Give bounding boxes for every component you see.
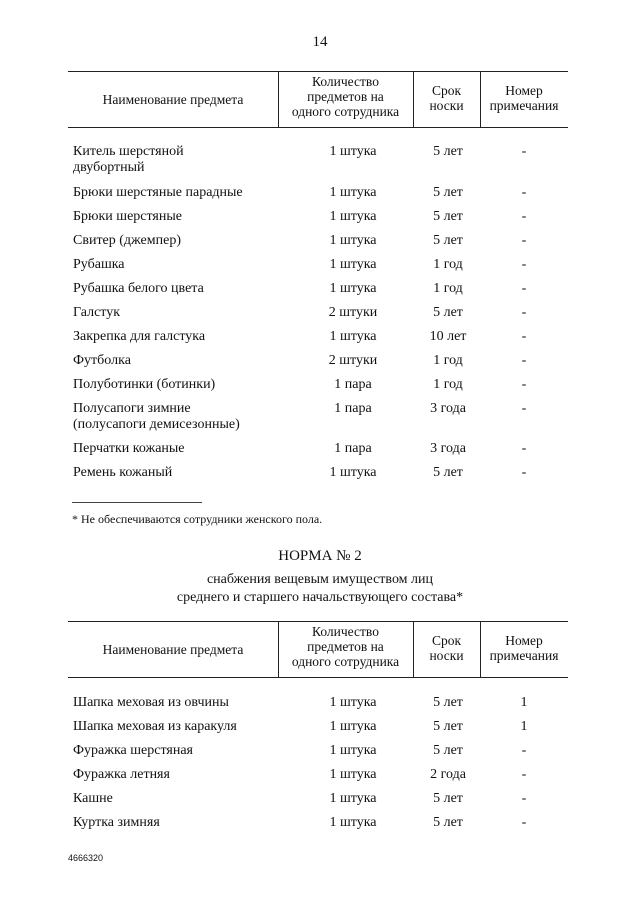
item-name: Рубашка: [73, 257, 125, 272]
item-name: Кашне: [73, 791, 113, 806]
norm-subtitle-line-1: снабжения вещевым имуществом лиц: [206, 572, 434, 587]
item-name: Футболка: [73, 353, 131, 368]
header-note-number: Номер примечания: [489, 83, 559, 113]
item-name: Закрепка для галстука: [73, 329, 206, 344]
item-term: 5 лет: [433, 719, 463, 734]
item-note: -: [521, 305, 527, 320]
item-name: Рубашка белого цвета: [73, 281, 204, 296]
item-note: -: [521, 377, 527, 392]
item-term: 1 год: [433, 281, 463, 296]
item-term: 1 год: [433, 353, 463, 368]
document-code: 4666320: [68, 853, 104, 863]
item-name: Свитер (джемпер): [73, 233, 181, 248]
header-note-number: Номер примечания: [489, 633, 559, 663]
item-name: Полусапоги зимние (полусапоги демисезонные): [73, 401, 240, 432]
item-name: Шапка меховая из овчины: [73, 695, 229, 710]
item-term: 5 лет: [433, 233, 463, 248]
item-quantity: 1 штука: [329, 185, 377, 200]
item-quantity: 1 пара: [334, 441, 372, 456]
item-term: 5 лет: [433, 185, 463, 200]
item-name: Шапка меховая из каракуля: [73, 719, 237, 734]
table-top-rule: [68, 621, 568, 622]
norm-subtitle-line-2: среднего и старшего начальствующего состава*: [176, 590, 464, 605]
item-term: 5 лет: [433, 144, 463, 159]
item-quantity: 1 штука: [329, 281, 377, 296]
item-quantity: 1 штука: [329, 767, 377, 782]
item-term: 2 года: [430, 767, 466, 782]
item-note: 1: [520, 695, 528, 710]
norm-title: НОРМА № 2: [278, 548, 362, 564]
footnote: * Не обеспечиваются сотрудники женского пола.: [72, 512, 323, 526]
item-term: 1 год: [433, 257, 463, 272]
item-term: 5 лет: [433, 791, 463, 806]
item-quantity: 2 штуки: [328, 353, 378, 368]
item-quantity: 2 штуки: [328, 305, 378, 320]
item-note: -: [521, 743, 527, 758]
item-term: 3 года: [430, 441, 466, 456]
item-name: Куртка зимняя: [73, 815, 160, 830]
item-note: 1: [520, 719, 528, 734]
item-note: -: [521, 767, 527, 782]
item-term: 1 год: [433, 377, 463, 392]
item-note: -: [521, 257, 527, 272]
item-name: Китель шерстяной двубортный: [73, 144, 184, 175]
item-note: -: [521, 233, 527, 248]
item-name: Полуботинки (ботинки): [73, 377, 216, 392]
item-quantity: 1 штука: [329, 209, 377, 224]
header-quantity: Количество предметов на одного сотрудника: [291, 624, 400, 669]
item-note: -: [521, 791, 527, 806]
norm2-table: [68, 621, 568, 836]
item-note: -: [521, 185, 527, 200]
item-note: -: [521, 401, 527, 416]
item-term: 5 лет: [433, 305, 463, 320]
item-term: 3 года: [430, 401, 466, 416]
item-name: Брюки шерстяные: [73, 209, 182, 224]
item-quantity: 1 штука: [329, 815, 377, 830]
item-name: Брюки шерстяные парадные: [73, 185, 243, 200]
item-name: Ремень кожаный: [73, 465, 173, 480]
item-note: -: [521, 144, 527, 159]
item-term: 5 лет: [433, 465, 463, 480]
item-quantity: 1 штука: [329, 329, 377, 344]
item-quantity: 1 штука: [329, 465, 377, 480]
item-quantity: 1 пара: [334, 401, 372, 416]
item-note: -: [521, 209, 527, 224]
item-note: -: [521, 815, 527, 830]
item-note: -: [521, 441, 527, 456]
item-quantity: 1 штука: [329, 257, 377, 272]
table-header-rule: [68, 677, 568, 678]
item-quantity: 1 штука: [329, 743, 377, 758]
header-term: Срок носки: [429, 633, 464, 663]
norm1-table: [68, 71, 568, 496]
header-term: Срок носки: [429, 83, 464, 113]
item-term: 10 лет: [429, 329, 467, 344]
item-term: 5 лет: [433, 743, 463, 758]
item-term: 5 лет: [433, 209, 463, 224]
header-quantity: Количество предметов на одного сотрудника: [291, 74, 400, 119]
item-term: 5 лет: [433, 815, 463, 830]
item-note: -: [521, 281, 527, 296]
header-item-name: Наименование предмета: [102, 92, 244, 107]
item-quantity: 1 штука: [329, 233, 377, 248]
header-item-name: Наименование предмета: [102, 642, 244, 657]
item-quantity: 1 штука: [329, 144, 377, 159]
footnote-rule: [72, 502, 202, 503]
item-quantity: 1 пара: [334, 377, 372, 392]
item-term: 5 лет: [433, 695, 463, 710]
item-name: Галстук: [73, 305, 121, 320]
table-header-rule: [68, 127, 568, 128]
table-top-rule: [68, 71, 568, 72]
item-name: Перчатки кожаные: [73, 441, 185, 456]
item-note: -: [521, 465, 527, 480]
item-note: -: [521, 353, 527, 368]
item-note: -: [521, 329, 527, 344]
page-number: 14: [312, 34, 328, 50]
item-quantity: 1 штука: [329, 719, 377, 734]
item-name: Фуражка летняя: [73, 767, 170, 782]
item-quantity: 1 штука: [329, 791, 377, 806]
item-quantity: 1 штука: [329, 695, 377, 710]
item-name: Фуражка шерстяная: [73, 743, 193, 758]
